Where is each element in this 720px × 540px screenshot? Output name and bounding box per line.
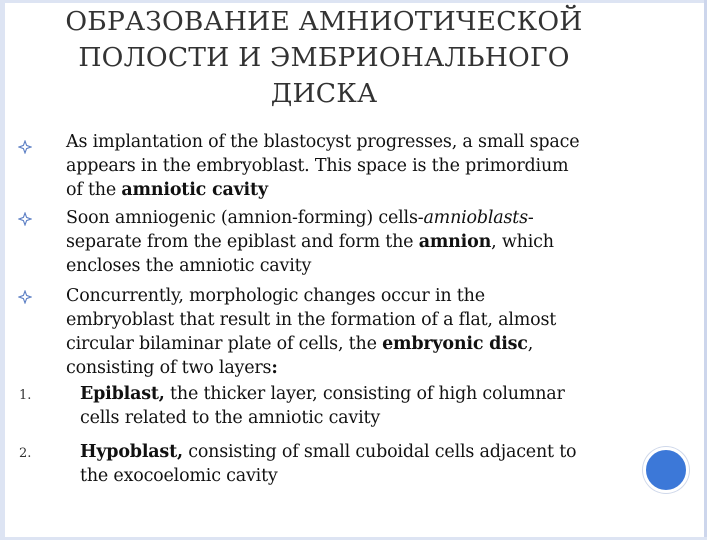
bullet-3-line-3-text: circular bilaminar plate of cells, the	[66, 334, 383, 354]
term-embryonic-disc: embryonic disc	[382, 334, 528, 354]
term-amnion: amnion	[418, 232, 492, 252]
list-number-2: 2.	[19, 446, 32, 461]
term-amnioblasts: amnioblasts	[423, 208, 528, 228]
bullet-2-line-2-end: , which	[491, 232, 554, 252]
numbered-2-line-1	[80, 440, 576, 464]
bullet-3-line-4	[66, 356, 278, 380]
bullet-3-line-2: embryoblast that result in the formation of a flat, almost	[66, 310, 557, 330]
bullet-1-line-3-text: of the	[66, 180, 122, 200]
bullet-3-line-4-colon: :	[271, 358, 278, 378]
slide-frame-right	[704, 0, 707, 540]
term-hypoblast: Hypoblast,	[80, 442, 183, 462]
term-amniotic-cavity: amniotic cavity	[121, 180, 268, 200]
bullet-1-line-2: appears in the embryoblast. This space is the primordium	[66, 156, 569, 176]
bullet-3-line-3-end: ,	[527, 334, 534, 354]
bullet-2-line-2-text: separate from the epiblast and form the	[66, 232, 419, 252]
bullet-3-line-1: Concurrently, morphologic changes occur in the	[66, 286, 485, 306]
bullet-1-line-1: As implantation of the blastocyst progresses, a small space	[66, 132, 580, 152]
decorative-circle	[643, 447, 689, 493]
bullet-3-line-4-text: consisting of two layers	[66, 358, 272, 378]
term-epiblast: Epiblast,	[80, 384, 165, 404]
bullet-2-line-3: encloses the amniotic cavity	[66, 256, 312, 276]
bullet-2-line-1-text: Soon amniogenic (amnion-forming) cells-	[66, 208, 424, 228]
numbered-2-line-2: the exocoelomic cavity	[80, 466, 278, 486]
title-line-2: ПОЛОСТИ И ЭМБРИОНАЛЬНОГО	[78, 42, 570, 73]
bullet-icon	[18, 290, 32, 304]
numbered-2-line-1-text: consisting of small cuboidal cells adjacent to	[182, 442, 577, 462]
numbered-1-line-1	[80, 382, 565, 406]
bullet-2-line-1-dash: -	[527, 208, 534, 228]
bullet-2-line-1	[66, 206, 534, 230]
title-line-1: ОБРАЗОВАНИЕ АМНИОТИЧЕСКОЙ	[65, 6, 583, 37]
numbered-1-line-1-text: the thicker layer, consisting of high columnar	[164, 384, 565, 404]
title-line-3: ДИСКА	[270, 78, 378, 109]
slide-frame-left	[0, 0, 5, 540]
list-number-1: 1.	[19, 388, 32, 403]
slide-frame-top	[0, 0, 707, 3]
bullet-icon	[18, 140, 32, 154]
bullet-2-line-2	[66, 230, 554, 254]
numbered-1-line-2: cells related to the amniotic cavity	[80, 408, 381, 428]
bullet-icon	[18, 212, 32, 226]
slide-title	[24, 4, 624, 112]
bullet-3-line-3	[66, 332, 533, 356]
bullet-1-line-3	[66, 178, 268, 202]
